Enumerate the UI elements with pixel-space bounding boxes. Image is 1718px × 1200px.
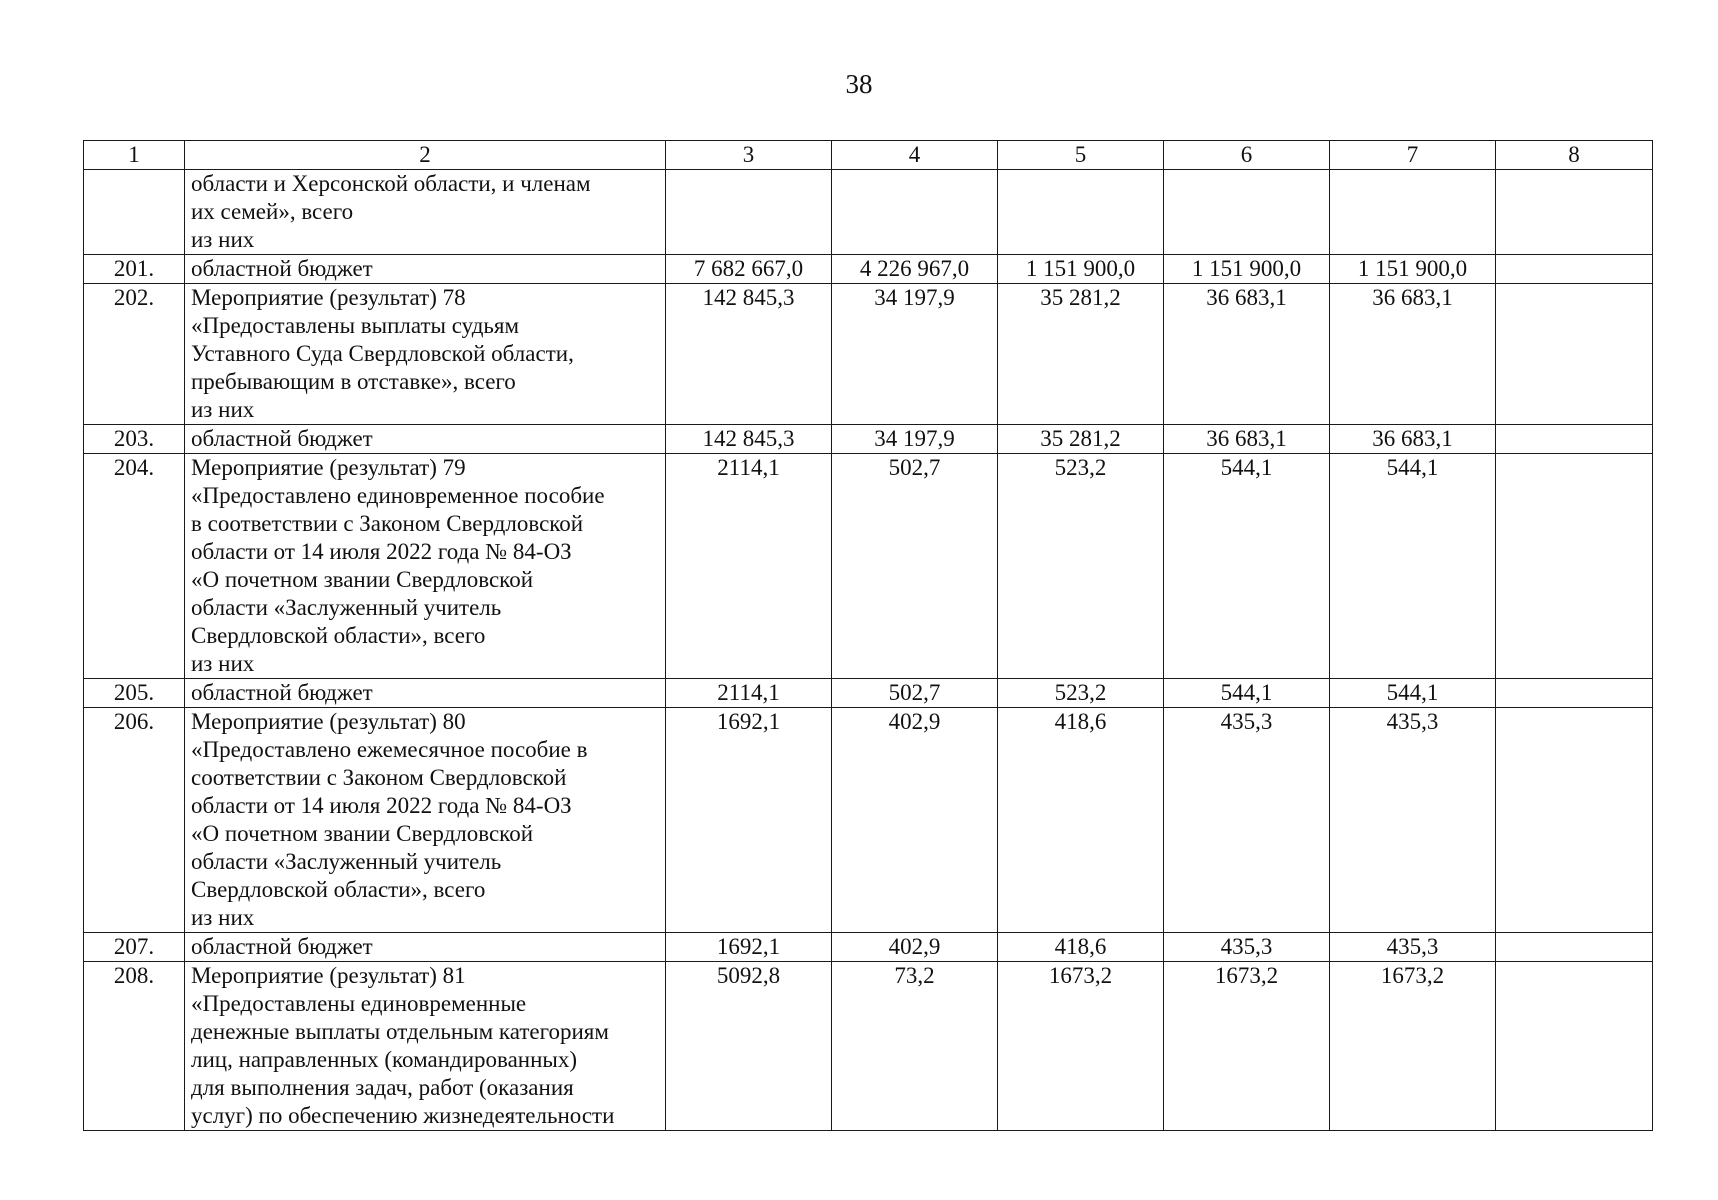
value-cell: 502,7: [832, 679, 998, 708]
value-cell: 34 197,9: [832, 425, 998, 454]
row-description: областной бюджет: [185, 679, 666, 708]
value-cell: 523,2: [998, 679, 1164, 708]
value-cell: [1164, 170, 1330, 255]
value-cell: 544,1: [1164, 454, 1330, 679]
table-body: [84, 170, 1653, 1131]
value-cell: 1692,1: [666, 933, 832, 962]
value-cell: [1496, 962, 1653, 1131]
value-cell: 418,6: [998, 933, 1164, 962]
budget-table: [83, 140, 1653, 1131]
row-description: областной бюджет: [185, 255, 666, 284]
value-cell: 2114,1: [666, 679, 832, 708]
value-cell: 36 683,1: [1164, 425, 1330, 454]
row-number: 205.: [84, 679, 185, 708]
value-cell: 1673,2: [998, 962, 1164, 1131]
table-row: [84, 962, 1653, 1131]
column-header: 2: [185, 141, 666, 170]
value-cell: 1673,2: [1164, 962, 1330, 1131]
value-cell: 1 151 900,0: [1164, 255, 1330, 284]
value-cell: 435,3: [1330, 708, 1496, 933]
table-row: [84, 679, 1653, 708]
value-cell: 36 683,1: [1164, 284, 1330, 425]
value-cell: [1330, 170, 1496, 255]
value-cell: 1673,2: [1330, 962, 1496, 1131]
value-cell: 435,3: [1330, 933, 1496, 962]
value-cell: 5092,8: [666, 962, 832, 1131]
value-cell: 502,7: [832, 454, 998, 679]
page-number: 38: [845, 69, 873, 99]
value-cell: 34 197,9: [832, 284, 998, 425]
value-cell: [1496, 454, 1653, 679]
value-cell: 142 845,3: [666, 425, 832, 454]
value-cell: 402,9: [832, 933, 998, 962]
row-number: 202.: [84, 284, 185, 425]
value-cell: 36 683,1: [1330, 425, 1496, 454]
value-cell: 544,1: [1330, 454, 1496, 679]
value-cell: 523,2: [998, 454, 1164, 679]
value-cell: [998, 170, 1164, 255]
row-number: 208.: [84, 962, 185, 1131]
row-description: Мероприятие (результат) 81 «Предоставлены единовременные денежные выплаты отдельным категориям лиц, направленных (командированных) для выполнения задач, работ (оказания услуг) по обеспечению жизнедеятельности: [185, 962, 666, 1131]
row-number: 201.: [84, 255, 185, 284]
value-cell: [1496, 708, 1653, 933]
column-header: 5: [998, 141, 1164, 170]
row-description: областной бюджет: [185, 933, 666, 962]
column-header: 7: [1330, 141, 1496, 170]
value-cell: 35 281,2: [998, 284, 1164, 425]
column-header: 4: [832, 141, 998, 170]
value-cell: [1496, 284, 1653, 425]
table-row: [84, 284, 1653, 425]
value-cell: [1496, 933, 1653, 962]
value-cell: 435,3: [1164, 708, 1330, 933]
column-header: 3: [666, 141, 832, 170]
value-cell: 142 845,3: [666, 284, 832, 425]
value-cell: 1692,1: [666, 708, 832, 933]
value-cell: [1496, 679, 1653, 708]
column-header: 6: [1164, 141, 1330, 170]
table-header: [84, 141, 1653, 170]
row-description: области и Херсонской области, и членам их семей», всего из них: [185, 170, 666, 255]
value-cell: 402,9: [832, 708, 998, 933]
column-header: 8: [1496, 141, 1653, 170]
value-cell: [666, 170, 832, 255]
table-row: [84, 170, 1653, 255]
value-cell: 73,2: [832, 962, 998, 1131]
row-description: областной бюджет: [185, 425, 666, 454]
value-cell: 1 151 900,0: [1330, 255, 1496, 284]
row-number: 204.: [84, 454, 185, 679]
row-number: 207.: [84, 933, 185, 962]
value-cell: 418,6: [998, 708, 1164, 933]
value-cell: 4 226 967,0: [832, 255, 998, 284]
value-cell: 35 281,2: [998, 425, 1164, 454]
row-number: 203.: [84, 425, 185, 454]
value-cell: 544,1: [1164, 679, 1330, 708]
row-description: Мероприятие (результат) 79 «Предоставлено единовременное пособие в соответствии с Законом Свердловской области от 14 июля 2022 года № 84-ОЗ «О почетном звании Свердловской области «Заслуженный учитель Свердловской области», всего из них: [185, 454, 666, 679]
column-header: 1: [84, 141, 185, 170]
value-cell: [1496, 425, 1653, 454]
row-description: Мероприятие (результат) 80 «Предоставлено ежемесячное пособие в соответствии с Законом Свердловской области от 14 июля 2022 года № 84-ОЗ «О почетном звании Свердловской области «Заслуженный учитель Свердловской области», всего из них: [185, 708, 666, 933]
value-cell: 7 682 667,0: [666, 255, 832, 284]
table-row: [84, 708, 1653, 933]
value-cell: 2114,1: [666, 454, 832, 679]
row-number: 206.: [84, 708, 185, 933]
row-description: Мероприятие (результат) 78 «Предоставлены выплаты судьям Уставного Суда Свердловской области, пребывающим в отставке», всего из них: [185, 284, 666, 425]
table-row: [84, 454, 1653, 679]
value-cell: [1496, 170, 1653, 255]
value-cell: 36 683,1: [1330, 284, 1496, 425]
table-row: [84, 425, 1653, 454]
header-row: [84, 141, 1653, 170]
table-row: [84, 255, 1653, 284]
row-number: [84, 170, 185, 255]
value-cell: 1 151 900,0: [998, 255, 1164, 284]
value-cell: 435,3: [1164, 933, 1330, 962]
value-cell: [832, 170, 998, 255]
table-row: [84, 933, 1653, 962]
value-cell: [1496, 255, 1653, 284]
value-cell: 544,1: [1330, 679, 1496, 708]
